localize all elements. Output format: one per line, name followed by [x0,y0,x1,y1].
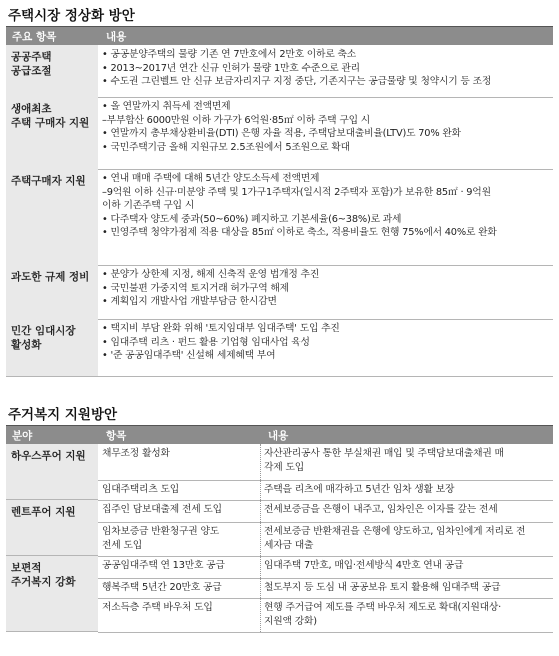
group-label-line: 하우스푸어 지원 [11,450,86,462]
header-col-item: 항목 [106,429,127,442]
group-label [6,500,98,556]
header-col-content: 내용 [268,429,289,442]
row-item [102,503,257,517]
group-label-line: 보편적 [11,562,42,574]
content-line: • 택지비 부담 완화 위해 '토지임대부 임대주택' 도입 추진 [102,323,340,334]
item-line: 행복주택 5년간 20만호 공급 [102,582,222,593]
row-category [6,319,98,376]
table-row [98,522,553,557]
content-line: 자산관리공사 통한 부실채권 매입 및 주택담보대출채권 매 [264,448,504,459]
header-col-main-item: 주요 항목 [12,30,57,43]
category-line: 생애최초 [11,103,52,115]
table-row [6,169,553,266]
content-line: 세자금 대출 [264,539,314,551]
content-line: • 다주택자 양도세 중과(50~60%) 폐지하고 기본세율(6~38%)로 과세 [102,213,402,225]
content-line: • 수도권 그린벨트 안 신규 보금자리지구 지정 중단, 기존지구는 공급물량 및 청약시기 등 조정 [102,76,492,88]
row-content [264,559,552,573]
table-row [6,97,553,170]
item-line: 전세 도입 [102,539,142,551]
table-row [98,444,553,481]
table-row [6,265,553,320]
table-row [98,500,553,523]
item-line: 임대주택리츠 도입 [102,484,180,495]
row-category [6,265,98,319]
row-content [264,447,552,474]
table-row [6,319,553,377]
table-row [98,556,553,579]
row-content [264,525,552,552]
row-item [102,601,257,615]
content-line: 전세보증금을 은행이 내주고, 임차인은 이자를 갚는 전세 [264,504,498,515]
content-line: • 국민주택기금 올해 지원규모 2.5조원에서 5조원으로 확대 [102,141,350,153]
table-row [98,578,553,599]
header-col-content: 내용 [106,30,127,43]
row-content [264,483,552,497]
item-line: 저소득층 주택 바우처 도입 [102,602,213,613]
column-divider [260,578,261,598]
row-content [102,268,551,309]
content-line: • 국민불편 가중지역 토지거래 허가구역 해제 [102,282,289,294]
content-line: • 2013~2017년 연간 신규 인허가 물량 1만호 수준으로 관리 [102,62,360,74]
content-line: • 분양가 상한제 지정, 해제 신축적 운영 법개정 추진 [102,269,320,280]
content-line: • 계획입지 개발사업 개발부담금 한시감면 [102,296,277,308]
row-content [102,172,551,240]
content-line: • 연말까지 총부채상환비율(DTI) 은행 자율 적용, 주택담보대출비율(LTV)도 70% 완화 [102,128,461,140]
section1-title: 주택시장 정상화 방안 [8,8,135,24]
header-col-field: 분야 [12,429,33,442]
table-row [98,480,553,501]
row-category [6,169,98,265]
row-item [102,559,257,573]
group-label [6,444,98,500]
column-divider [260,444,261,480]
section2-title: 주거복지 지원방안 [8,407,118,423]
content-line: • 연내 매매 주택에 대해 5년간 양도소득세 전액면제 [102,173,320,184]
category-line: 공급조절 [11,65,52,77]
table-row [98,598,553,633]
table-row [6,45,553,98]
content-line: 이하 기존주택 구입 시 [102,200,195,212]
content-line: 임대주택 7만호, 매입·전세방식 4만호 연내 공급 [264,560,464,571]
category-line: 주택구매자 지원 [11,175,86,187]
content-line: –부부합산 6000만원 이하 가구가 6억원·85㎡ 이하 주택 구입 시 [102,114,371,126]
content-line: 주택을 리츠에 매각하고 5년간 임차 생활 보장 [264,484,455,495]
group-label [6,556,98,632]
content-line: 전세보증금 반환채권을 은행에 양도하고, 임차인에게 저리로 전 [264,526,526,537]
row-item [102,447,257,461]
row-item [102,525,257,552]
content-line: • '준 공공임대주택' 신설해 세제혜택 부여 [102,350,276,362]
content-line: 지원액 강화) [264,615,317,627]
row-item [102,581,257,595]
content-line: • 공공분양주택의 물량 기존 연 7만호에서 2만호 이하로 축소 [102,49,357,60]
category-line: 과도한 규제 정비 [11,271,90,283]
category-line: 민간 임대시장 [11,325,76,337]
content-line: • 임대주택 리츠 · 펀드 활용 기업형 임대사업 육성 [102,336,310,348]
column-divider [260,598,261,632]
content-line: –9억원 이하 신규·미분양 주택 및 1가구1주택자(일시적 2주택자 포함)가 보유한 85㎡ · 9억원 [102,186,491,198]
row-content [264,503,552,517]
content-line: 철도부지 등 도심 내 공공보유 토지 활용해 임대주택 공급 [264,582,501,593]
group-label-line: 주거복지 강화 [11,576,76,588]
item-line: 공공임대주택 연 13만호 공급 [102,560,225,571]
item-line: 임차보증금 반환청구권 양도 [102,526,219,537]
category-line: 주택 구매자 지원 [11,117,90,129]
row-category [6,97,98,169]
column-divider [260,480,261,500]
column-divider [260,556,261,578]
content-line: 각제 도입 [264,461,304,473]
content-line: • 민영주택 청약가점제 적용 대상을 85㎡ 이하로 축소, 적용비율도 현행 75%에서 40%로 완화 [102,227,497,239]
content-line: • 올 연말까지 취득세 전액면제 [102,101,231,112]
row-content [102,100,551,154]
column-divider [260,522,261,556]
row-item [102,483,257,497]
content-line: 현행 주거급여 제도를 주택 바우처 제도로 확대(지원대상· [264,602,502,613]
row-content [102,322,551,363]
section2-header [6,426,553,444]
row-content [264,581,552,595]
row-content [264,601,552,628]
row-content [102,48,551,89]
section1-header [6,27,553,45]
group-label-line: 렌트푸어 지원 [11,506,76,518]
category-line: 활성화 [11,339,42,351]
row-category [6,45,98,97]
item-line: 집주인 담보대출제 전세 도입 [102,504,222,515]
item-line: 채무조정 활성화 [102,448,170,459]
column-divider [260,500,261,522]
category-line: 공공주택 [11,51,52,63]
